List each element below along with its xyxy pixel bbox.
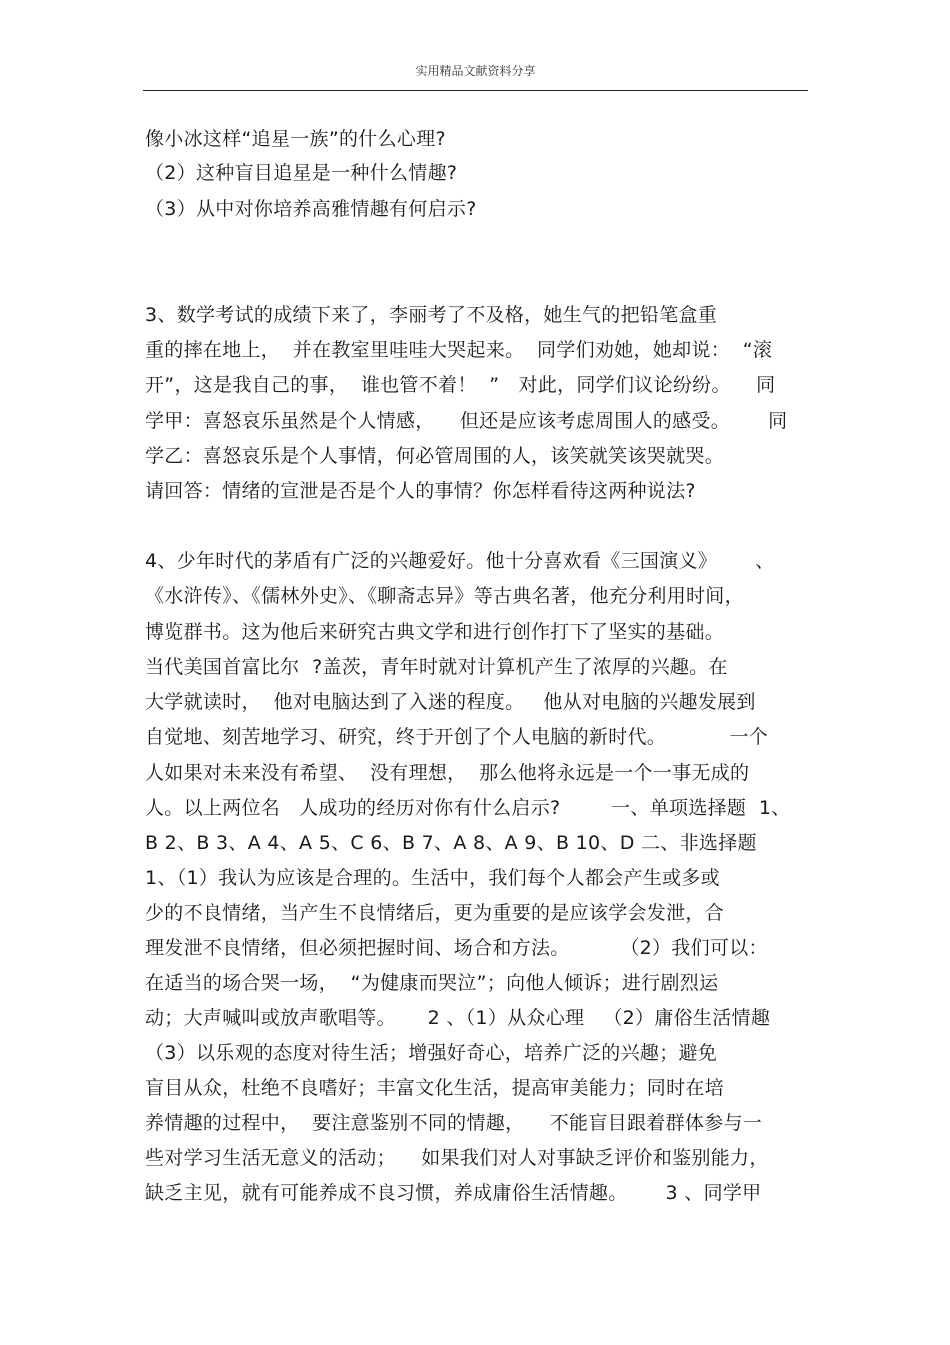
text-line: 些对学习生活无意义的活动； 如果我们对人对事缺乏评价和鉴别能力， bbox=[145, 1147, 769, 1169]
text-line: （3）以乐观的态度对待生活；增强好奇心，培养广泛的兴趣；避免 bbox=[145, 1042, 718, 1064]
header-divider bbox=[143, 90, 808, 91]
text-line: 1、（1）我认为应该是合理的。生活中，我们每个人都会产生或多或 bbox=[145, 867, 720, 889]
text-line: 3、数学考试的成绩下来了，李丽考了不及格，她生气的把铅笔盒重 bbox=[145, 304, 718, 326]
text-line: 博览群书。这为他后来研究古典文学和进行创作打下了坚实的基础。 bbox=[145, 621, 725, 643]
text-line: 在适当的场合哭一场， “为健康而哭泣”；向他人倾诉；进行剧烈运 bbox=[145, 972, 719, 994]
text-line: 盲目从众，杜绝不良嗜好；丰富文化生活，提高审美能力；同时在培 bbox=[145, 1077, 725, 1099]
text-line: 学乙：喜怒哀乐是个人事情，何必管周围的人，该笑就笑该哭就哭。 bbox=[145, 445, 725, 467]
text-line: 理发泄不良情绪，但必须把握时间、场合和方法。 （2）我们可以： bbox=[145, 937, 768, 959]
text-line: 《水浒传》、《儒林外史》、《聊斋志异》等古典名著，他充分利用时间， bbox=[145, 585, 744, 607]
text-line: 重的摔在地上， 并在教室里哇哇大哭起来。 同学们劝她，她却说： “滚 bbox=[145, 339, 773, 361]
text-line: 人。以上两位名 人成功的经历对你有什么启示? 一、单项选择题 1、 bbox=[145, 797, 791, 819]
text-line: 动；大声喊叫或放声歌唱等。 2 、（1）从众心理 （2）庸俗生活情趣 bbox=[145, 1007, 771, 1029]
text-line: 人如果对未来没有希望、 没有理想， 那么他将永远是一个一事无成的 bbox=[145, 762, 750, 784]
text-line: B 2、B 3、A 4、A 5、C 6、B 7、A 8、A 9、B 10、D 二、非选择题 bbox=[145, 832, 757, 854]
text-line: 少的不良情绪，当产生不良情绪后，更为重要的是应该学会发泄，合 bbox=[145, 902, 725, 924]
text-line: 请回答：情绪的宣泄是否是个人的事情？你怎样看待这两种说法? bbox=[145, 480, 696, 502]
text-line: 4、少年时代的茅盾有广泛的兴趣爱好。他十分喜欢看《三国演义》 、 bbox=[145, 550, 775, 572]
text-line: 大学就读时， 他对电脑达到了入迷的程度。 他从对电脑的兴趣发展到 bbox=[145, 691, 756, 713]
text-line: 开”，这是我自己的事， 谁也管不着！ ” 对此，同学们议论纷纷。 同 bbox=[145, 374, 776, 396]
text-line: 自觉地、刻苦地学习、研究，终于开创了个人电脑的新时代。 一个 bbox=[145, 726, 769, 748]
text-line: 当代美国首富比尔 ?盖茨，青年时就对计算机产生了浓厚的兴趣。在 bbox=[145, 656, 728, 678]
text-line: （2）这种盲目追星是一种什么情趣? bbox=[145, 162, 458, 184]
text-line: 养情趣的过程中， 要注意鉴别不同的情趣， 不能盲目跟着群体参与一 bbox=[145, 1112, 763, 1134]
text-line: 缺乏主见，就有可能养成不良习惯，养成庸俗生活情趣。 3 、同学甲 bbox=[145, 1182, 762, 1204]
text-line: （3）从中对你培养高雅情趣有何启示? bbox=[145, 198, 477, 220]
page-header: 实用精品文献资料分享 bbox=[415, 64, 536, 78]
text-line: 像小冰这样“追星一族”的什么心理? bbox=[145, 128, 446, 150]
text-line: 学甲：喜怒哀乐虽然是个人情感， 但还是应该考虑周围人的感受。 同 bbox=[145, 410, 788, 432]
